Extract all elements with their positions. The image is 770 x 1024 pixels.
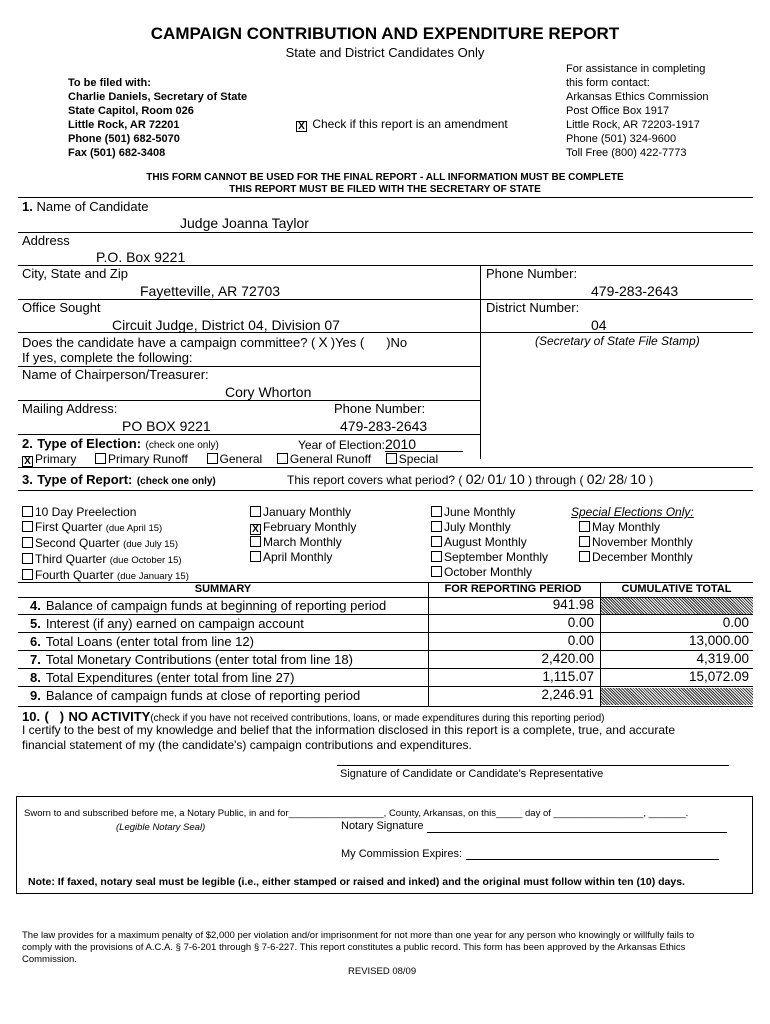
general-runoff-checkbox[interactable] — [277, 453, 288, 464]
period-header: FOR REPORTING PERIOD — [444, 583, 582, 595]
summary-period-value[interactable]: 0.00 — [567, 633, 594, 648]
report-option[interactable] — [571, 535, 694, 550]
report-option-label: Fourth Quarter — [35, 568, 114, 582]
district-number-label: District Number: — [486, 300, 580, 315]
filed-with-line: Phone (501) 682-5070 — [68, 133, 180, 145]
report-checkbox[interactable] — [431, 521, 442, 532]
report-option-label: 10 Day Preelection — [35, 505, 137, 519]
summary-period-value[interactable]: 1,115.07 — [542, 669, 594, 684]
summary-row-divider — [18, 686, 753, 687]
report-option[interactable] — [431, 520, 548, 535]
through-label: ) through ( — [528, 473, 584, 487]
summary-row-label: Total Loans (enter total from line 12) — [45, 634, 254, 649]
amendment-checkbox-row[interactable] — [296, 117, 508, 132]
report-option[interactable] — [431, 535, 548, 550]
candidate-name-label — [22, 199, 148, 214]
report-period: This report covers what period? ( 02/ 01/ 10 ) through ( 02/ 28/ 10 ) — [287, 471, 654, 487]
chairperson-value[interactable]: Cory Whorton — [225, 384, 312, 400]
report-option-label: February Monthly — [263, 520, 357, 534]
report-option[interactable] — [431, 550, 548, 565]
section-3-number: 3. — [22, 472, 33, 487]
summary-cumulative-value[interactable]: 0.00 — [722, 615, 749, 630]
report-options-col-3 — [431, 505, 548, 580]
district-number-value[interactable]: 04 — [591, 317, 607, 333]
report-option[interactable] — [431, 565, 548, 580]
general-label: General — [219, 452, 263, 466]
report-option-label: May Monthly — [592, 520, 661, 534]
report-option-label: August Monthly — [444, 535, 527, 549]
report-option-label: October Monthly — [444, 565, 533, 579]
cumulative-shaded-cell — [601, 598, 753, 614]
address-label: Address — [22, 233, 70, 248]
report-checkbox[interactable] — [250, 506, 261, 517]
phone-value[interactable]: 479-283-2643 — [591, 283, 679, 299]
city-state-zip-value[interactable]: Fayetteville, AR 72703 — [140, 283, 281, 299]
report-option[interactable] — [22, 536, 189, 552]
report-option-label: November Monthly — [592, 535, 693, 549]
report-option-label: January Monthly — [263, 505, 352, 519]
assistance-block — [566, 62, 708, 160]
report-option-label: April Monthly — [263, 550, 333, 564]
period-label: This report covers what period? ( — [287, 473, 463, 487]
chairperson-label: Name of Chairperson/Treasurer: — [22, 367, 209, 382]
report-options-col-2 — [250, 505, 356, 565]
report-checkbox[interactable] — [431, 506, 442, 517]
assistance-line: For assistance in completing — [566, 63, 706, 75]
report-checkbox[interactable] — [250, 536, 261, 547]
summary-row-label: Balance of campaign funds at close of reporting period — [45, 688, 361, 703]
period-to-month[interactable]: 02 — [586, 471, 603, 487]
filed-with-line: Little Rock, AR 72201 — [68, 119, 180, 131]
penalty-line: The law provides for a maximum penalty of $2,000 per violation and/or imprisonment for not more than one year for any person who knowingly or willfully fails to — [22, 930, 695, 941]
assistance-line: Arkansas Ethics Commission — [566, 91, 709, 103]
phone-label: Phone Number: — [486, 266, 578, 281]
report-option[interactable] — [250, 505, 356, 520]
report-checkbox[interactable] — [431, 551, 442, 562]
summary-row-number: 5. — [30, 616, 41, 631]
report-type-note: (check one only) — [136, 476, 216, 487]
election-option-general[interactable] — [207, 452, 263, 466]
summary-row-number: 7. — [30, 652, 41, 667]
report-checkbox[interactable] — [431, 566, 442, 577]
notary-sworn-line: Sworn to and subscribed before me, a Notary Public, in and for__________________, County, Arkansas, on this_____ day of _________________, _______. — [24, 808, 689, 819]
mailing-address-label: Mailing Address: — [22, 401, 118, 416]
summary-row — [30, 598, 386, 613]
report-checkbox[interactable] — [22, 537, 33, 548]
report-checkbox[interactable] — [579, 536, 590, 547]
period-from-month[interactable]: 02 — [465, 471, 482, 487]
notary-signature-label: Notary Signature — [341, 820, 424, 832]
report-option[interactable] — [250, 520, 356, 535]
chair-phone-value[interactable]: 479-283-2643 — [340, 418, 428, 434]
summary-row — [30, 670, 294, 685]
summary-row-number: 9. — [30, 688, 41, 703]
primary-label: Primary — [35, 452, 77, 466]
penalty-notice — [22, 930, 694, 966]
report-option[interactable] — [571, 520, 694, 535]
certify-line: I certify to the best of my knowledge and belief that the information disclosed in this report is a complete, true, and accurate — [22, 723, 676, 737]
certify-line: financial statement of my (the candidate's) campaign contributions and expenditures. — [22, 738, 472, 752]
committee-question — [22, 334, 407, 350]
special-checkbox[interactable] — [386, 453, 397, 464]
report-checkbox[interactable] — [250, 551, 261, 562]
summary-row-label: Balance of campaign funds at beginning of reporting period — [45, 598, 387, 613]
commission-expires-line[interactable] — [466, 859, 719, 860]
period-to-year[interactable]: 10 — [630, 471, 646, 487]
city-state-zip-label: City, State and Zip — [22, 266, 128, 281]
period-close: ) — [649, 473, 654, 487]
report-option[interactable] — [250, 535, 356, 550]
period-from-day[interactable]: 01 — [487, 471, 504, 487]
report-option[interactable] — [22, 552, 189, 568]
revision-label: REVISED 08/09 — [348, 966, 417, 977]
report-option[interactable] — [571, 550, 694, 565]
report-option-label: First Quarter — [35, 520, 103, 534]
period-to-day[interactable]: 28 — [608, 471, 625, 487]
cumulative-header: CUMULATIVE TOTAL — [621, 583, 732, 595]
report-option-label: Third Quarter — [35, 552, 107, 566]
if-yes-note: If yes, complete the following: — [22, 350, 193, 365]
candidate-name-value[interactable]: Judge Joanna Taylor — [180, 215, 309, 231]
office-sought-value[interactable]: Circuit Judge, District 04, Division 07 — [112, 317, 340, 333]
report-option-label: June Monthly — [444, 505, 516, 519]
report-checkbox[interactable] — [579, 551, 590, 562]
amendment-label: Check if this report is an amendment — [312, 117, 508, 131]
assistance-line: Little Rock, AR 72203-1917 — [566, 119, 700, 131]
election-type-label: Type of Election: — [37, 436, 142, 451]
committee-question-text: Does the candidate have a campaign committee? ( — [22, 335, 316, 350]
report-option[interactable] — [22, 520, 189, 536]
report-checkbox[interactable] — [22, 506, 33, 517]
summary-row — [30, 616, 304, 631]
no-activity-note: (check if you have not received contributions, loans, or made expenditures during this reporting period) — [150, 713, 605, 724]
filed-with-line: Fax (501) 682-3408 — [68, 147, 166, 159]
summary-row-number: 8. — [30, 670, 41, 685]
assistance-line: Post Office Box 1917 — [566, 105, 670, 117]
report-option[interactable] — [22, 505, 189, 520]
committee-no-label: )No — [386, 335, 408, 350]
year-of-election — [298, 437, 463, 452]
report-checkbox[interactable] — [22, 569, 33, 580]
primary-runoff-checkbox[interactable] — [95, 453, 106, 464]
summary-cumulative-value[interactable]: 13,000.00 — [688, 633, 749, 648]
summary-cumulative-value[interactable]: 4,319.00 — [696, 651, 749, 666]
section-10-number: 10. — [22, 709, 41, 724]
assistance-line: Phone (501) 324-9600 — [566, 133, 677, 145]
candidate-name-label-text: Name of Candidate — [36, 199, 149, 214]
summary-header: SUMMARY — [194, 583, 252, 595]
summary-cumulative-value[interactable]: 15,072.09 — [688, 669, 749, 684]
report-option-label: July Monthly — [444, 520, 511, 534]
filed-with-line: State Capitol, Room 026 — [68, 105, 194, 117]
filed-with-line: To be filed with: — [68, 77, 151, 89]
filed-with-block — [68, 76, 247, 160]
committee-yes-label: )Yes ( — [330, 335, 365, 350]
report-checkbox[interactable] — [579, 521, 590, 532]
special-elections-title: Special Elections Only: — [571, 505, 694, 519]
summary-period-value[interactable]: 2,420.00 — [541, 651, 594, 666]
committee-yes-mark[interactable]: X — [318, 334, 328, 350]
summary-row-label: Total Expenditures (enter total from line 27) — [45, 670, 295, 685]
summary-period-value[interactable]: 0.00 — [567, 615, 594, 630]
chair-phone-label: Phone Number: — [334, 401, 426, 416]
signature-label: Signature of Candidate or Candidate's Representative — [340, 768, 604, 780]
summary-row-number: 4. — [30, 598, 41, 613]
notice-line-1: THIS FORM CANNOT BE USED FOR THE FINAL REPORT - ALL INFORMATION MUST BE COMPLETE — [146, 172, 624, 183]
penalty-line: comply with the provisions of A.C.A. § 7-6-201 through § 7-6-227. This report constitutes a public record. This form has been approved by the Arkansas Ethics — [22, 942, 686, 953]
report-option[interactable] — [431, 505, 548, 520]
notary-signature-line[interactable] — [427, 832, 727, 833]
period-from-year[interactable]: 10 — [509, 471, 525, 487]
election-option-special[interactable] — [386, 452, 438, 466]
summary-row-label: Interest (if any) earned on campaign account — [45, 616, 304, 631]
report-type-label: Type of Report: — [37, 472, 133, 487]
no-activity-label: NO ACTIVITY — [68, 709, 151, 724]
address-value[interactable]: P.O. Box 9221 — [96, 249, 186, 265]
assistance-line: this form contact: — [566, 77, 650, 89]
penalty-line: Commission. — [22, 954, 77, 965]
cumulative-shaded-cell — [601, 688, 753, 705]
year-label: Year of Election: — [298, 438, 385, 452]
amendment-checkbox[interactable]: X — [296, 121, 307, 132]
report-option-note: (due April 15) — [105, 523, 163, 534]
summary-row — [30, 634, 254, 649]
report-checkbox[interactable] — [22, 553, 33, 564]
report-option-label: September Monthly — [444, 550, 549, 564]
special-label: Special — [398, 452, 439, 466]
summary-period-value[interactable]: 2,246.91 — [541, 687, 594, 702]
summary-row — [30, 652, 353, 667]
general-checkbox[interactable] — [207, 453, 218, 464]
election-type-options — [22, 452, 438, 467]
report-type-heading — [22, 471, 216, 489]
report-checkbox[interactable] — [431, 536, 442, 547]
primary-runoff-label: Primary Runoff — [108, 452, 188, 466]
report-checkbox[interactable]: X — [250, 524, 261, 535]
mailing-address-value[interactable]: PO BOX 9221 — [122, 418, 211, 434]
office-sought-label: Office Sought — [22, 300, 101, 315]
report-option-note: (due October 15) — [109, 555, 182, 566]
report-option[interactable] — [250, 550, 356, 565]
summary-row — [30, 688, 360, 703]
commission-expires-label: My Commission Expires: — [341, 848, 463, 860]
election-type-heading — [22, 435, 219, 453]
file-stamp-label: (Secretary of State File Stamp) — [535, 334, 700, 348]
election-option-primary[interactable] — [22, 452, 76, 466]
report-option-note: (due July 15) — [123, 539, 178, 550]
section-2-number: 2. — [22, 436, 33, 451]
report-options-col-4 — [571, 505, 694, 565]
report-checkbox[interactable] — [22, 521, 33, 532]
section-1-number: 1. — [22, 199, 33, 214]
election-type-note: (check one only) — [145, 440, 219, 451]
year-value[interactable]: 2010 — [385, 437, 463, 452]
form-title: CAMPAIGN CONTRIBUTION AND EXPENDITURE REPORT — [150, 24, 620, 43]
summary-period-value[interactable]: 941.98 — [552, 597, 594, 612]
notary-seal-label: (Legible Notary Seal) — [116, 822, 206, 833]
assistance-line: Toll Free (800) 422-7773 — [566, 147, 687, 159]
no-activity-checkbox[interactable]: ( ) — [44, 709, 65, 724]
election-option-primary-runoff[interactable] — [95, 452, 188, 466]
notice-line-2: THIS REPORT MUST BE FILED WITH THE SECRETARY OF STATE — [229, 184, 541, 195]
certify-statement — [22, 723, 675, 753]
report-option-label: December Monthly — [592, 550, 693, 564]
general-runoff-label: General Runoff — [289, 452, 372, 466]
report-options-col-1 — [22, 505, 189, 584]
report-option-note: (due January 15) — [117, 571, 189, 582]
report-option-label: March Monthly — [263, 535, 342, 549]
primary-checkbox[interactable]: X — [22, 456, 33, 467]
election-option-general-runoff[interactable] — [277, 452, 371, 466]
filed-with-line: Charlie Daniels, Secretary of State — [68, 91, 248, 103]
summary-row-label: Total Monetary Contributions (enter total from line 18) — [45, 652, 353, 667]
fax-note: Note: If faxed, notary seal must be legible (i.e., either stamped or raised and inked) and the original must follow within ten (10) days. — [28, 876, 685, 888]
form-subtitle: State and District Candidates Only — [285, 45, 485, 60]
summary-row-number: 6. — [30, 634, 41, 649]
report-option-label: Second Quarter — [35, 536, 120, 550]
